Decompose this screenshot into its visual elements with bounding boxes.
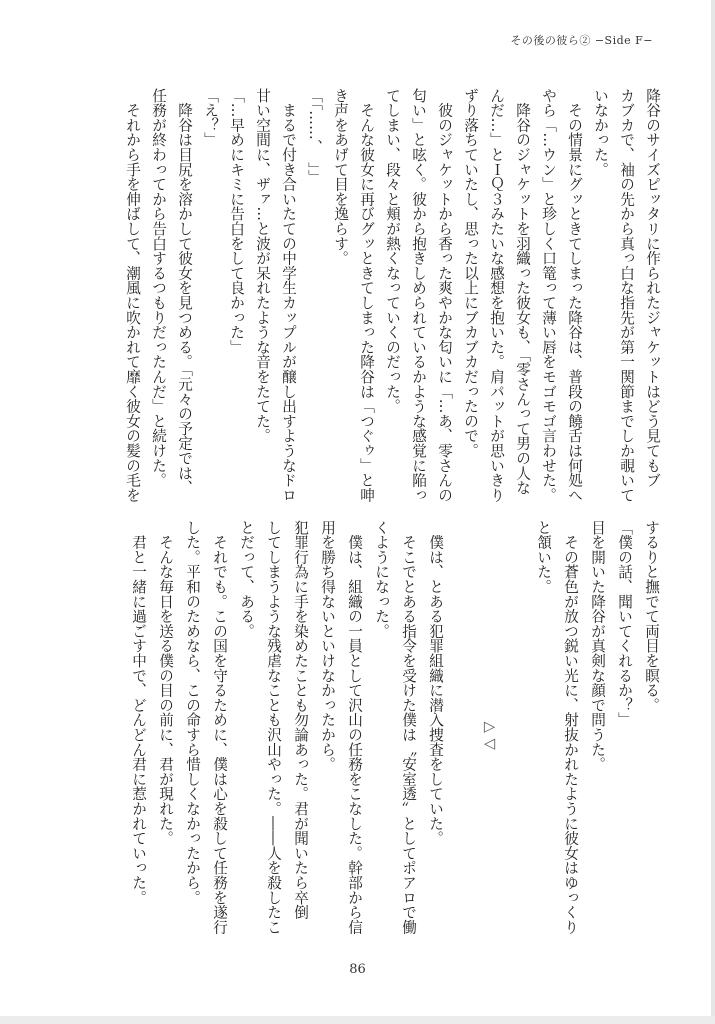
text-line: 任務が終わってから告白するつもりだったんだ」と続けた。 bbox=[150, 88, 167, 488]
text-line bbox=[449, 520, 476, 950]
text-line: 「僕の話、聞いてくれるか？」 bbox=[616, 520, 633, 728]
text-line: そんな毎日を送る僕の目の前に、君が現れた。 bbox=[157, 520, 174, 846]
text-line: 「え？」 bbox=[202, 88, 219, 148]
text-line: カブカで、袖の先から真っ白な指先が第一関節までしか覗いて bbox=[618, 88, 635, 503]
text-line: 彼のジャケットから香った爽やかな匂いに「…あ、零さんの bbox=[436, 88, 453, 503]
upper-text-block bbox=[119, 88, 665, 503]
lower-text-block bbox=[125, 520, 665, 950]
text-line: 甘い空間に、ザァ…と波が呆れたような音をたてた。 bbox=[254, 88, 271, 444]
text-line: 「「……、 」」 bbox=[306, 88, 323, 185]
text-line: 降谷のサイズピッタリに作られたジャケットはどう見てもブ bbox=[644, 88, 661, 488]
text-line: んだ…」とＩＱ３みたいな感想を抱いた。肩パットが思いきり bbox=[488, 88, 505, 503]
text-line: 君と一緒に過ごす中で、どんどん君に惹かれていった。 bbox=[130, 520, 147, 905]
text-line: き声をあげて目を逸らす。 bbox=[332, 88, 349, 266]
text-line: するりと撫でて両目を瞑る。 bbox=[643, 520, 660, 713]
text-line bbox=[503, 520, 530, 950]
text-line: まるで付き合いたての中学生カップルが醸し出すようなドロ bbox=[280, 88, 297, 503]
text-line: 僕は、組織の一員として沢山の任務をこなした。幹部から信 bbox=[346, 520, 363, 935]
text-line: くようになった。 bbox=[373, 520, 390, 639]
text-line: てしまい、段々と頬が熱くなっていくのだった。 bbox=[384, 88, 401, 414]
text-line: とだって、ある。 bbox=[238, 520, 255, 639]
text-line: やら「…ウン」と珍しく口篭って薄い唇をモゴモゴ言わせた。 bbox=[540, 88, 557, 503]
page-edge-bottom bbox=[0, 1016, 715, 1024]
running-header: その後の彼ら② −Side F− bbox=[510, 34, 653, 47]
text-line: そこでとある指令を受けた僕は〝安室透〟としてポアロで働 bbox=[400, 520, 417, 935]
text-line: その蒼色が放つ鋭い光に、射抜かれたように彼女はゆっくり bbox=[562, 520, 579, 935]
page-edge bbox=[711, 0, 715, 1024]
text-line: した。平和のためなら、この命すら惜しくなかったから。 bbox=[184, 520, 201, 905]
text-line: 匂い」と呟く。彼から抱きしめられているかような感覚に陥っ bbox=[410, 88, 427, 503]
text-line: と頷いた。 bbox=[535, 520, 552, 594]
text-line: 降谷のジャケットを羽織った彼女も、「零さんって男の人な bbox=[514, 88, 531, 496]
text-line: 僕は、とある犯罪組織に潜入捜査をしていた。 bbox=[427, 520, 444, 846]
text-line: その情景にグッときてしまった降谷は、普段の饒舌は何処へ bbox=[566, 88, 583, 503]
text-line: 「…早めにキミに告白をして良かった」 bbox=[228, 88, 245, 355]
text-line: してしまうような残虐なことも沢山やった。――人を殺したこ bbox=[265, 520, 282, 935]
section-break-mark: ▷◁ bbox=[481, 717, 498, 753]
text-line: それから手を伸ばして、潮風に吹かれて靡く彼女の髪の毛を bbox=[124, 88, 141, 503]
text-line: 用を勝ち得ないといけなかったから。 bbox=[319, 520, 336, 772]
text-line: それでも。この国を守るために、僕は心を殺して任務を遂行 bbox=[211, 520, 228, 935]
text-line: そんな彼女に再びグッときてしまった降谷は「つぐゥ」と呻 bbox=[358, 88, 375, 503]
page-number: 86 bbox=[349, 962, 366, 977]
text-line: ずり落ちていたし、思った以上にブカブカだったので。 bbox=[462, 88, 479, 458]
text-line: 犯罪行為に手を染めたことも勿論あった。君が聞いたら卒倒 bbox=[292, 520, 309, 920]
text-line: 降谷は目尻を溶かして彼女を見つめる。「元々の予定では、 bbox=[176, 88, 193, 496]
text-line: いなかった。 bbox=[592, 88, 609, 177]
text-line: 目を開いた降谷が真剣な顔で問うた。 bbox=[589, 520, 606, 772]
